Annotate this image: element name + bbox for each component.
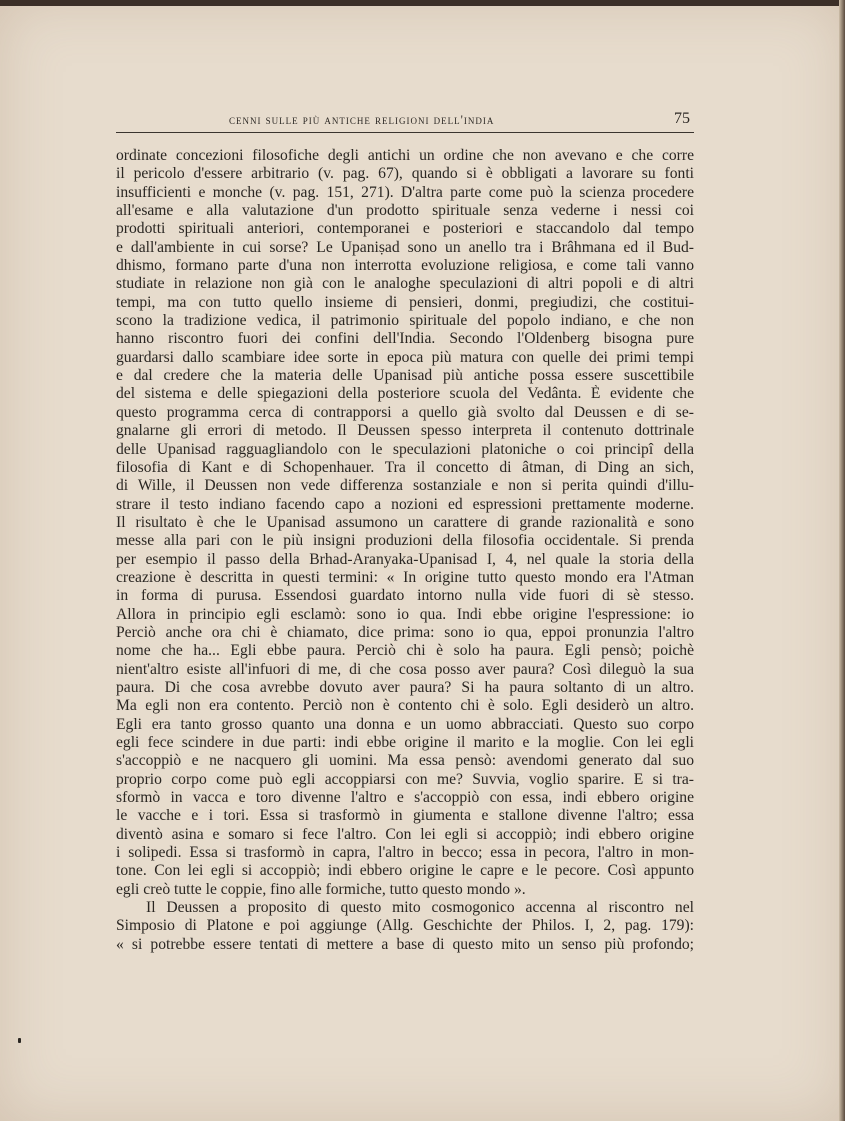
page-number: 75 [674, 110, 690, 127]
text-line: Perciò anche ora chi è chiamato, dice prima: sono io qua, eppoi pronunzia l'altro [116, 623, 694, 641]
page-header [116, 110, 694, 133]
text-line: gnalarne gli errori di metodo. Il Deussen spesso interpreta il contenuto dottrinale [116, 422, 694, 440]
text-line: Ma egli non era contento. Perciò non è contento chi è solo. Egli desiderò un altro. [116, 697, 694, 715]
text-line: Il Deussen a proposito di questo mito cosmogonico accenna al riscontro nel [146, 899, 694, 917]
text-line: Il risultato è che le Upanisad assumono un carattere di grande razionalità e sono [116, 513, 694, 531]
text-line: nome che ha... Egli ebbe paura. Perciò chi è solo ha paura. Egli pensò; poichè [116, 642, 694, 660]
text-line: il pericolo d'essere arbitrario (v. pag. 67), quando si è obbligati a lavorare su fonti [116, 165, 694, 183]
text-line: Allora in principio egli esclamò: sono io qua. Indi ebbe origine l'espressione: io [116, 605, 694, 623]
text-line: strare il testo indiano facendo capo a nozioni ed espressioni prettamente moderne. [116, 495, 694, 513]
text-line: ordinate concezioni filosofiche degli antichi un ordine che non avevano e che corre [116, 147, 694, 164]
text-line: tone. Con lei egli si accoppiò; indi ebbero origine le capre e le pecore. Così appunto [116, 862, 694, 880]
text-line: tempi, ma con tutto quello insieme di pensieri, donmi, pregiudizi, che costitui- [116, 293, 694, 311]
text-line: all'esame e alla valutazione d'un prodotto spirituale senza vederne i nessi coi [116, 202, 694, 220]
text-line: di Wille, il Deussen non vede differenza sostanziale e non si perita quindi d'illu- [116, 477, 694, 495]
text-line: proprio corpo come può egli accoppiarsi con me? Suvvia, voglio sparire. E si tra- [116, 770, 694, 788]
page-top-edge [0, 0, 845, 6]
text-line: studiate in relazione non già con le analoghe speculazioni di altri popoli e di altri [116, 275, 694, 293]
ink-speck [18, 1038, 21, 1043]
text-line: diventò asina e somaro si fece l'altro. Con lei egli si accoppiò; indi ebbero origine [116, 825, 694, 843]
text-line: insufficienti e monche (v. pag. 151, 271). D'altra parte come può la scienza procedere [116, 183, 694, 201]
text-line: s'accoppiò e ne nacquero gli uomini. Ma essa pensò: avendomi generato dal suo [116, 752, 694, 770]
text-line: sformò in vacca e toro divenne l'altro e s'accoppiò con essa, indi ebbero origine [116, 789, 694, 807]
body-text [116, 147, 694, 954]
text-line: dhismo, formano parte d'una non interrotta evoluzione religiosa, e come tali vanno [116, 257, 694, 275]
text-line: « si potrebbe essere tentati di mettere a base di questo mito un senso più profondo; [116, 935, 694, 953]
page-right-edge [839, 0, 845, 1121]
text-line: Simposio di Platone e poi aggiunge (Allg. Geschichte der Philos. I, 2, pag. 179): [116, 917, 694, 935]
text-line: paura. Di che cosa avrebbe dovuto aver paura? Si ha paura soltanto di un altro. [116, 678, 694, 696]
text-line: messe alla pari con le più insigni produzioni della filosofia occidentale. Si prenda [116, 532, 694, 550]
text-line: filosofia di Kant e di Schopenhauer. Tra il concetto di âtman, di Ding an sich, [116, 458, 694, 476]
text-line: scono la tradizione vedica, il patrimonio spirituale del popolo indiano, e che non [116, 312, 694, 330]
text-line: le vacche e i tori. Essa si trasformò in giumenta e stallone divenne l'altro; essa [116, 807, 694, 825]
text-line: creazione è descritta in questi termini: « In origine tutto questo mondo era l'Atman [116, 568, 694, 586]
text-line: Egli era tanto grosso quanto una donna e un uomo abbracciati. Questo suo corpo [116, 715, 694, 733]
text-line: egli creò tutte le coppie, fino alle formiche, tutto questo mondo ». [116, 880, 526, 898]
text-line: in forma di purusa. Essendosi guardato intorno nulla vide fuori di sè stesso. [116, 587, 694, 605]
text-line: e dal credere che la materia delle Upanisad più antiche possa essere suscettibile [116, 367, 694, 385]
running-title: cenni sulle più antiche religioni dell'india [229, 113, 495, 127]
text-line: i solipedi. Essa si trasformò in capra, l'altro in becco; essa in pecora, l'altro in mon- [116, 844, 694, 862]
text-line: del sistema e delle spiegazioni della posteriore scuola del Vedânta. È evidente che [116, 385, 694, 403]
text-line: e dall'ambiente in cui sorse? Le Upaniṣad sono un anello tra i Brâhmana ed il Bud- [116, 238, 694, 256]
text-line: egli fece scindere in due parti: indi ebbe origine il marito e la moglie. Con lei egli [116, 734, 694, 751]
text-line: hanno riscontro fuori dei confini dell'India. Secondo l'Oldenberg bisogna pure [116, 330, 694, 348]
text-line: prodotti spirituali anteriori, contemporanei e posteriori e staccandolo dal tempo [116, 220, 694, 238]
text-line: guardarsi dallo scambiare idee sorte in epoca più matura con quelle dei primi tempi [116, 348, 694, 366]
text-line: questo programma cerca di contrapporsi a quello già svolto dal Deussen e di se- [116, 403, 694, 421]
text-line: per esempio il passo della Brhad-Aranyaka-Upanisad I, 4, nel quale la storia della [116, 550, 694, 568]
text-line: delle Upanisad ragguagliandolo con le speculazioni platoniche o coi principî della [116, 440, 694, 458]
text-line: nient'altro esiste all'infuori di me, di che cosa posso aver paura? Così dileguò la sua [116, 660, 694, 678]
